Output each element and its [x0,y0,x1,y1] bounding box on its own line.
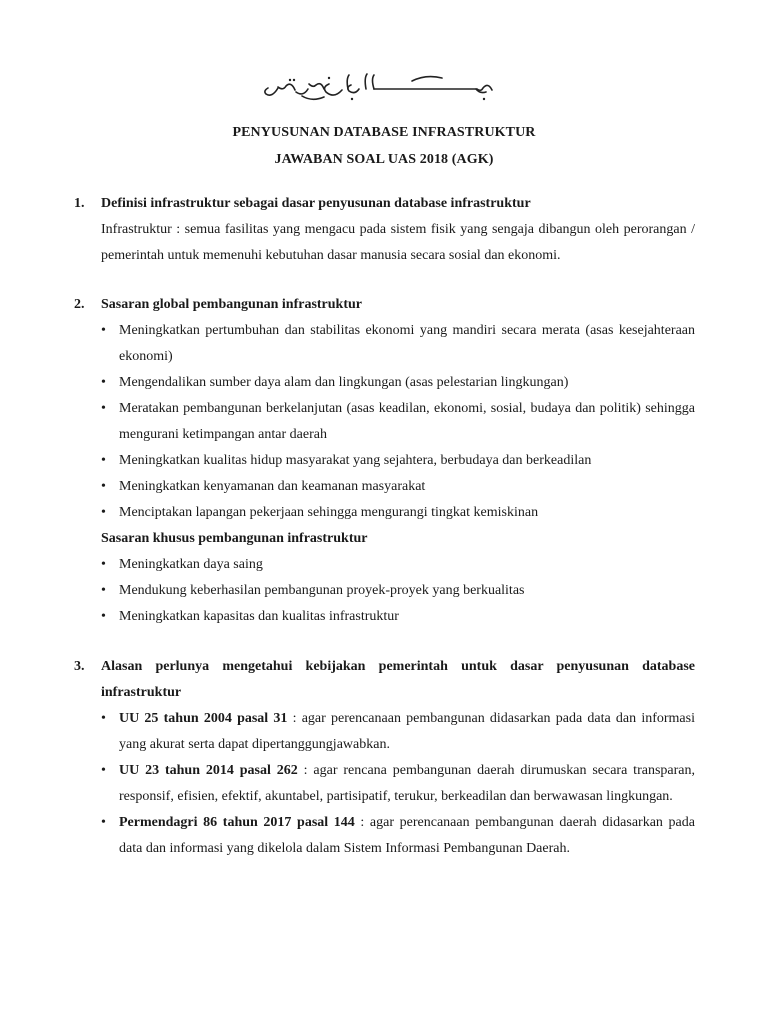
bullet-icon: • [101,609,106,624]
bullet-icon: • [101,505,106,520]
question-body: Infrastruktur : semua fasilitas yang mengacu pada sistem fisik yang sengaja dibangun oleh perorangan / pemerintah untuk memenuhi kebutuhan dasar manusia secara sosial dan ekonomi. [101,222,695,263]
question-1 [74,191,695,269]
bullet-icon: • [101,323,106,338]
question-heading: Alasan perlunya mengetahui kebijakan pemerintah untuk dasar penyusunan database infrastruktur [101,659,695,700]
question-2 [74,292,695,630]
bullet-icon: • [101,479,106,494]
list-item: • Mendukung keberhasilan pembangunan proyek-proyek yang berkualitas [101,578,695,604]
bullet-icon: • [101,583,106,598]
question-number: 3. [74,659,85,674]
regulation-name: Permendagri 86 tahun 2017 pasal 144 [119,815,355,830]
bullet-icon: • [101,401,106,416]
global-goals-list [101,318,695,526]
list-item: • Mengendalikan sumber daya alam dan lingkungan (asas pelestarian lingkungan) [101,370,695,396]
list-item: • Menciptakan lapangan pekerjaan sehingga mengurangi tingkat kemiskinan [101,500,695,526]
list-item: • Meningkatkan pertumbuhan dan stabilitas ekonomi yang mandiri secara merata (asas kesejahteraan ekonomi) [101,318,695,370]
list-item [101,758,695,810]
question-number: 2. [74,297,85,312]
regulation-list [101,706,695,862]
bullet-icon: • [101,375,106,390]
list-item: • Meningkatkan kenyamanan dan keamanan masyarakat [101,474,695,500]
bullet-icon: • [101,815,106,830]
basmala-calligraphy-icon [262,72,498,106]
regulation-name: UU 23 tahun 2014 pasal 262 [119,763,298,778]
list-item: • Meratakan pembangunan berkelanjutan (asas keadilan, ekonomi, sosial, budaya dan politik) sehingga mengurani ketimpangan antar daerah [101,396,695,448]
bullet-icon: • [101,711,106,726]
special-goals-list [101,552,695,630]
regulation-text: : agar rencana pembangunan daerah dirumuskan secara transparan, responsif, efisien, efektif, akuntabel, partisipatif, terukur, berkeadilan dan berwawasan lingkungan. [119,763,695,804]
list-item [101,706,695,758]
regulation-name: UU 25 tahun 2004 pasal 31 [119,711,288,726]
document-title: PENYUSUNAN DATABASE INFRASTRUKTUR [232,125,536,140]
list-item: • Meningkatkan daya saing [101,552,695,578]
question-number: 1. [74,196,85,211]
list-item: • Meningkatkan kualitas hidup masyarakat yang sejahtera, berbudaya dan berkeadilan [101,448,695,474]
subsection-heading: Sasaran khusus pembangunan infrastruktur [101,531,368,546]
regulation-text: : agar perencanaan pembangunan daerah didasarkan pada data dan informasi yang dikelola dalam Sistem Informasi Pembangunan Daerah. [119,815,695,856]
bullet-icon: • [101,763,106,778]
question-heading: Definisi infrastruktur sebagai dasar penyusunan database infrastruktur [101,196,531,211]
document-subtitle: JAWABAN SOAL UAS 2018 (AGK) [274,152,494,167]
document-titles [0,119,768,173]
list-item [101,810,695,862]
regulation-text: : agar perencanaan pembangunan didasarkan pada data dan informasi yang akurat serta dapat dipertanggungjawabkan. [119,711,695,752]
bullet-icon: • [101,453,106,468]
list-item: • Meningkatkan kapasitas dan kualitas infrastruktur [101,604,695,630]
bullet-icon: • [101,557,106,572]
question-3 [74,654,695,862]
question-heading: Sasaran global pembangunan infrastruktur [101,297,363,312]
